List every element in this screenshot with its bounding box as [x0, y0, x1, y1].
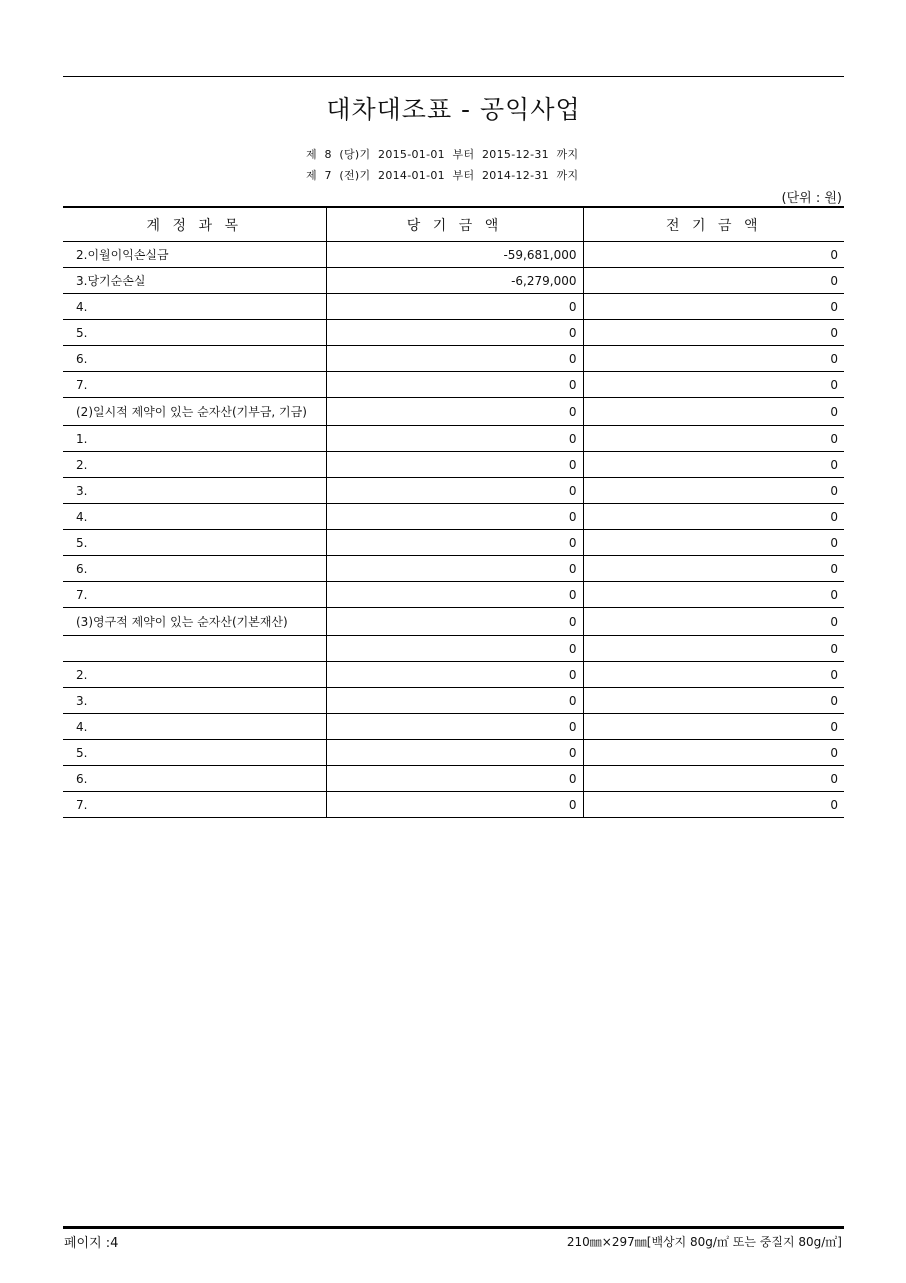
account-cell: 7.: [63, 792, 326, 818]
account-cell: 4.: [63, 504, 326, 530]
current-amount-cell: 0: [326, 426, 583, 452]
account-cell: 6.: [63, 766, 326, 792]
previous-amount-cell: 0: [583, 426, 844, 452]
bottom-rule: [63, 1226, 844, 1229]
table-row: [63, 740, 844, 766]
header-current-amount: 당 기 금 액: [326, 207, 583, 242]
account-cell: 2.: [63, 452, 326, 478]
previous-amount-cell: 0: [583, 294, 844, 320]
account-cell: (2)일시적 제약이 있는 순자산(기부금, 기금): [63, 398, 326, 426]
header-previous-amount: 전 기 금 액: [583, 207, 844, 242]
account-cell: 6.: [63, 346, 326, 372]
table-body: [63, 242, 844, 818]
table-row: [63, 662, 844, 688]
account-cell: (3)영구적 제약이 있는 순자산(기본재산): [63, 608, 326, 636]
previous-amount-cell: 0: [583, 268, 844, 294]
previous-amount-cell: 0: [583, 372, 844, 398]
previous-amount-cell: 0: [583, 530, 844, 556]
current-amount-cell: 0: [326, 556, 583, 582]
page-number: 페이지 :4: [64, 1236, 119, 1251]
table-row: [63, 452, 844, 478]
account-cell: 7.: [63, 372, 326, 398]
current-amount-cell: 0: [326, 636, 583, 662]
current-amount-cell: 0: [326, 792, 583, 818]
document-title: 대차대조표 - 공익사업: [326, 95, 581, 124]
account-cell: 3.당기순손실: [63, 268, 326, 294]
table-row: [63, 582, 844, 608]
account-cell: 3.: [63, 478, 326, 504]
previous-amount-cell: 0: [583, 398, 844, 426]
account-cell: 2.: [63, 662, 326, 688]
account-cell: 5.: [63, 530, 326, 556]
current-amount-cell: 0: [326, 608, 583, 636]
account-cell: 1.: [63, 426, 326, 452]
account-cell: [63, 636, 326, 662]
table-row: [63, 608, 844, 636]
current-amount-cell: 0: [326, 320, 583, 346]
table-row: [63, 688, 844, 714]
previous-amount-cell: 0: [583, 478, 844, 504]
current-amount-cell: 0: [326, 662, 583, 688]
account-cell: 4.: [63, 294, 326, 320]
previous-amount-cell: 0: [583, 346, 844, 372]
account-cell: 7.: [63, 582, 326, 608]
table-row: [63, 242, 844, 268]
table-row: [63, 766, 844, 792]
paper-spec: 210㎜×297㎜[백상지 80g/㎡ 또는 중질지 80g/㎡]: [566, 1235, 842, 1249]
table-row: [63, 792, 844, 818]
previous-amount-cell: 0: [583, 242, 844, 268]
current-amount-cell: 0: [326, 452, 583, 478]
previous-amount-cell: 0: [583, 608, 844, 636]
current-amount-cell: 0: [326, 714, 583, 740]
account-cell: 5.: [63, 320, 326, 346]
current-amount-cell: 0: [326, 766, 583, 792]
table-row: [63, 426, 844, 452]
current-amount-cell: 0: [326, 398, 583, 426]
header-account: 계 정 과 목: [63, 207, 326, 242]
current-amount-cell: -6,279,000: [326, 268, 583, 294]
current-amount-cell: 0: [326, 740, 583, 766]
current-amount-cell: 0: [326, 504, 583, 530]
account-cell: 3.: [63, 688, 326, 714]
table-row: [63, 398, 844, 426]
previous-amount-cell: 0: [583, 452, 844, 478]
current-amount-cell: 0: [326, 582, 583, 608]
current-amount-cell: -59,681,000: [326, 242, 583, 268]
previous-amount-cell: 0: [583, 740, 844, 766]
table-row: [63, 530, 844, 556]
current-amount-cell: 0: [326, 294, 583, 320]
table-row: [63, 346, 844, 372]
previous-amount-cell: 0: [583, 582, 844, 608]
previous-amount-cell: 0: [583, 636, 844, 662]
table-row: [63, 714, 844, 740]
account-cell: 4.: [63, 714, 326, 740]
account-cell: 2.이월이익손실금: [63, 242, 326, 268]
top-rule: [63, 76, 844, 77]
table-header-row: [63, 207, 844, 242]
previous-amount-cell: 0: [583, 556, 844, 582]
previous-amount-cell: 0: [583, 792, 844, 818]
current-amount-cell: 0: [326, 688, 583, 714]
table-row: [63, 478, 844, 504]
account-cell: 5.: [63, 740, 326, 766]
previous-amount-cell: 0: [583, 714, 844, 740]
table-row: [63, 504, 844, 530]
current-amount-cell: 0: [326, 346, 583, 372]
unit-label: (단위 : 원): [781, 191, 842, 206]
table-row: [63, 636, 844, 662]
current-amount-cell: 0: [326, 478, 583, 504]
period-previous: 제 7 (전)기 2014-01-01 부터 2014-12-31 까지: [306, 169, 579, 182]
table-row: [63, 372, 844, 398]
previous-amount-cell: 0: [583, 320, 844, 346]
previous-amount-cell: 0: [583, 688, 844, 714]
period-current: 제 8 (당)기 2015-01-01 부터 2015-12-31 까지: [306, 148, 579, 161]
current-amount-cell: 0: [326, 530, 583, 556]
previous-amount-cell: 0: [583, 662, 844, 688]
previous-amount-cell: 0: [583, 766, 844, 792]
previous-amount-cell: 0: [583, 504, 844, 530]
table-row: [63, 294, 844, 320]
table-row: [63, 268, 844, 294]
account-cell: 6.: [63, 556, 326, 582]
table-row: [63, 556, 844, 582]
current-amount-cell: 0: [326, 372, 583, 398]
balance-sheet-table: [63, 206, 844, 818]
table-row: [63, 320, 844, 346]
